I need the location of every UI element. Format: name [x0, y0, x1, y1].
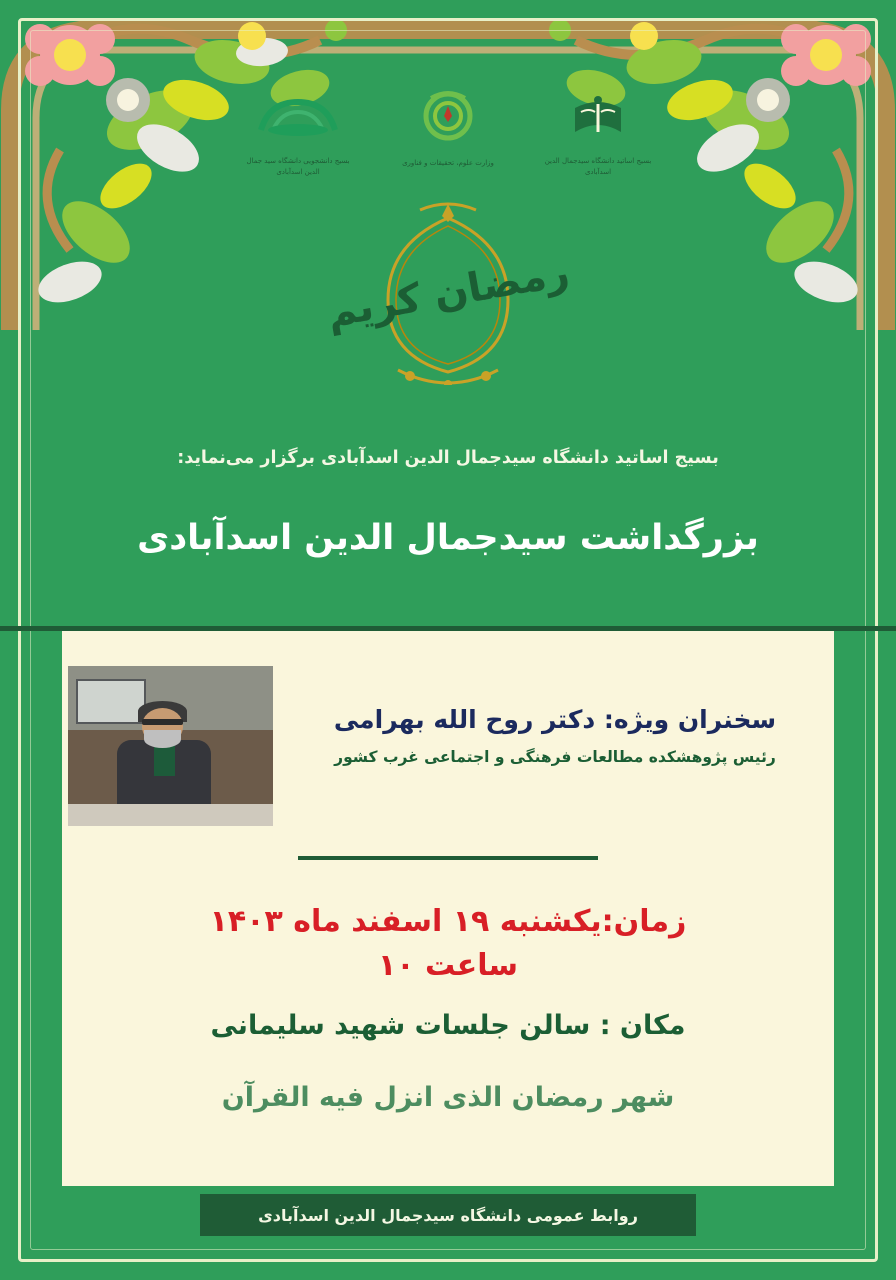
logo-caption-ministry: وزارت علوم، تحقیقات و فناوری: [402, 159, 494, 167]
speaker-name: سخنران ویژه: دکتر روح الله بهرامی: [333, 705, 777, 734]
footer-text: روابط عمومی دانشگاه سیدجمال الدین اسدآبادی: [258, 1205, 638, 1225]
intro-text: بسیج اساتید دانشگاه سیدجمال الدین اسدآبادی برگزار می‌نماید:: [177, 448, 719, 468]
page-title: بزرگداشت سیدجمال الدین اسدآبادی: [137, 518, 759, 558]
speaker-role: رئیس پژوهشکده مطالعات فرهنگی و اجتماعی غرب کشور: [334, 748, 776, 766]
basij-asatid-logo-icon: [563, 88, 633, 148]
calligraphy-oval-frame: [323, 200, 573, 385]
logo-block-basij-daneshjooyi: [238, 88, 358, 177]
logo-block-basij-asatid: [538, 88, 658, 177]
event-place: مکان : سالن جلسات شهید سلیمانی: [210, 1010, 686, 1041]
speaker-photo: [68, 666, 273, 826]
ministry-of-science-logo-icon: [417, 88, 479, 150]
basij-daneshjooyi-logo-icon: [253, 88, 343, 148]
quran-verse-calligraphy: شهر رمضان الذی انزل فیه القرآن: [221, 1082, 675, 1113]
header-logos: [0, 88, 896, 177]
section-divider: [298, 856, 598, 860]
logo-block-ministry: [388, 88, 508, 169]
event-time: [80, 900, 816, 987]
ramadan-calligraphy-medallion: [0, 200, 896, 389]
panel-left-divider: [0, 626, 62, 631]
logo-caption-basij-asatid: بسیج اساتید دانشگاه سیدجمال الدین اسدآبادی: [544, 157, 652, 176]
event-date: زمان:یکشنبه ۱۹ اسفند ماه ۱۴۰۳: [209, 904, 687, 939]
ramadan-kareem-text: رمضان کریم: [323, 248, 573, 337]
footer-bar: [200, 1194, 696, 1236]
logo-caption-basij-daneshjooyi: بسیج دانشجویی دانشگاه سید جمال الدین اسدآبادی: [246, 157, 350, 176]
speaker-info: [300, 700, 810, 766]
panel-top-divider: [0, 626, 896, 631]
event-hour: ساعت ۱۰: [377, 947, 519, 983]
